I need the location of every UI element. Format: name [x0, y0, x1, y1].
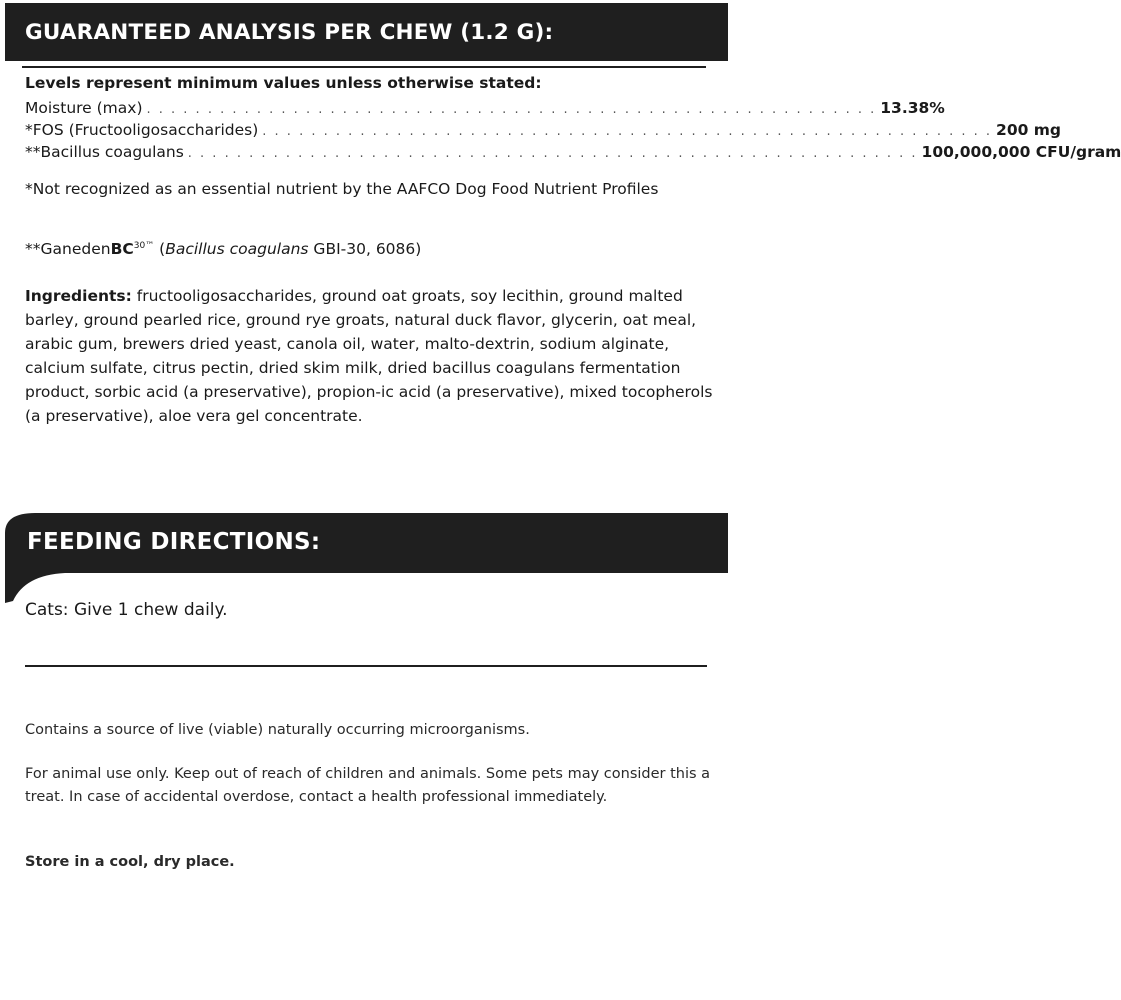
feeding-divider — [25, 665, 707, 667]
ganeden-sup: 30™ — [133, 241, 155, 251]
ganeden-bc: BC — [110, 240, 134, 259]
storage-note: Store in a cool, dry place. — [25, 854, 235, 870]
analysis-row-label: Moisture (max) — [25, 99, 143, 117]
analysis-row-moisture — [25, 97, 945, 119]
aafco-note: *Not recognized as an essential nutrient by the AAFCO Dog Food Nutrient Profiles — [25, 180, 659, 198]
analysis-row-fos — [25, 119, 1062, 141]
ingredients-text: fructooligosaccharides, ground oat groats, soy lecithin, ground malted barley, ground pearled rice, ground rye groats, natural duck flavor, glycerin, oat meal, arabic gum, brewers dried yeast, canola oil, water, malto-dextrin, sodium alginate, calcium sulfate, citrus pectin, dried skim milk, dried bacillus coagulans fermentation product, sorbic acid (a preservative), propion-ic acid (a preservative), mixed tocopherols (a preservative), aloe vera gel concentrate. — [25, 287, 713, 425]
analysis-row-label: **Bacillus coagulans — [25, 143, 184, 161]
guaranteed-analysis-title: GUARANTEED ANALYSIS PER CHEW (1.2 G): — [25, 19, 554, 45]
leader-dots: . . . . . . . . . . . . . . . . . . . . . . . . . . . . . . . . . . . . . . . . . . . . . . . . . . . . . . . . . . . . — [262, 124, 993, 139]
live-microorganisms-note: Contains a source of live (viable) naturally occurring microorganisms. — [25, 722, 530, 738]
analysis-row-value: 13.38% — [880, 99, 945, 117]
header-divider — [22, 66, 706, 68]
feeding-cats: Cats: Give 1 chew daily. — [25, 600, 228, 620]
feeding-directions-title: FEEDING DIRECTIONS: — [27, 529, 321, 555]
analysis-row-bacillus — [25, 141, 1121, 163]
analysis-row-label: *FOS (Fructooligosaccharides) — [25, 121, 259, 139]
analysis-row-value: 100,000,000 CFU/gram — [921, 143, 1121, 161]
guaranteed-analysis-header — [5, 3, 728, 61]
ganeden-note: **GanedenBC$^{30™}$ (Bacillus coagulans GBI-30, 6086) — [25, 240, 422, 259]
animal-use-warning: For animal use only. Keep out of reach of children and animals. Some pets may consider this a treat. In case of accidental overdose, contact a health professional immediately. — [25, 766, 711, 805]
leader-dots: . . . . . . . . . . . . . . . . . . . . . . . . . . . . . . . . . . . . . . . . . . . . . . . . . . . . . . . . . . . . — [187, 146, 918, 161]
levels-note: Levels represent minimum values unless otherwise stated: — [25, 74, 542, 92]
ganeden-strain: GBI-30, 6086) — [308, 240, 422, 259]
ingredients-label: Ingredients: — [25, 287, 132, 305]
analysis-row-value: 200 mg — [996, 121, 1062, 139]
ganeden-prefix: **Ganeden — [25, 240, 111, 259]
feeding-header-shape — [5, 513, 728, 603]
feeding-directions-header — [5, 513, 728, 603]
leader-dots: . . . . . . . . . . . . . . . . . . . . . . . . . . . . . . . . . . . . . . . . . . . . . . . . . . . . . . . . . . . . — [146, 102, 877, 117]
ganeden-species: Bacillus coagulans — [165, 240, 309, 259]
ingredients-paragraph — [25, 284, 720, 428]
